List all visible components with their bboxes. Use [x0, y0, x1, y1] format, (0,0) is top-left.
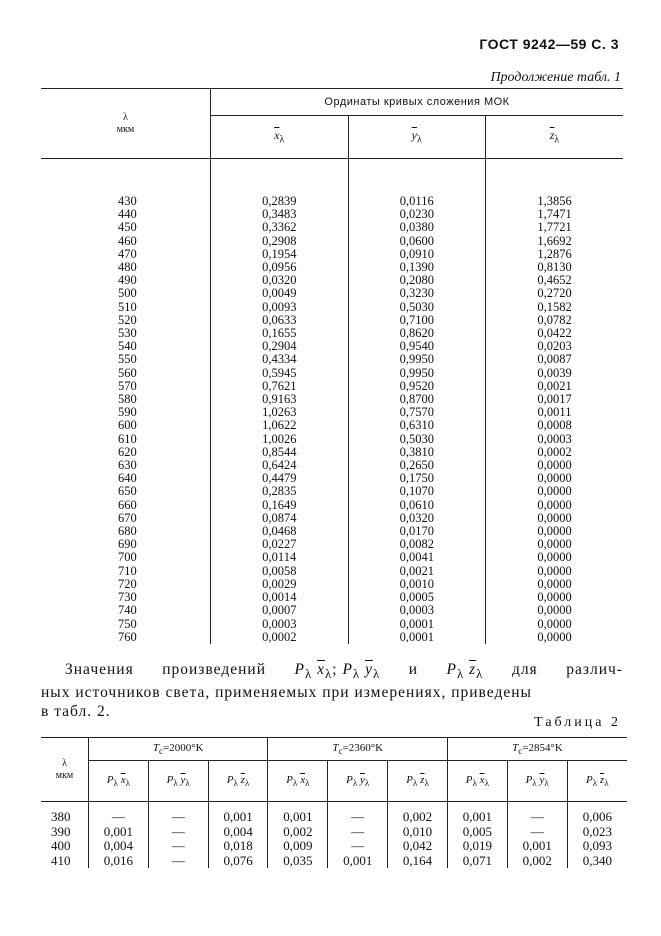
value-cell: 1,7721 [537, 220, 572, 235]
wavelength-cell: 470 [41, 248, 211, 261]
sub-header-p-lambda-z: $P_\lambda$ $\overline{z}_\lambda$ [208, 761, 268, 802]
wavelength-cell: 660 [41, 499, 211, 512]
value-cell: 0,3230 [348, 287, 486, 300]
value-cell: 0,9950 [348, 353, 486, 366]
table-row [41, 839, 627, 854]
value-cell: 0,0422 [537, 326, 572, 341]
value-cell: 0,4652 [537, 273, 572, 288]
cie-color-matching-table [41, 88, 623, 644]
value-cell: 0,0000 [537, 524, 572, 539]
value-cell: 0,001 [507, 839, 567, 854]
value-cell: 0,035 [268, 854, 328, 869]
value-cell: — [89, 802, 149, 825]
table-row [41, 221, 623, 234]
value-cell: 0,1954 [211, 248, 349, 261]
table-row [41, 485, 623, 498]
value-cell: — [328, 825, 388, 840]
value-cell: — [148, 825, 208, 840]
value-cell: 0,0002 [211, 631, 349, 644]
value-cell: 1,6692 [537, 233, 572, 248]
value-cell: 0,0000 [537, 629, 572, 644]
wavelength-cell: 750 [41, 618, 211, 631]
wavelength-cell: 570 [41, 380, 211, 393]
wavelength-cell: 630 [41, 459, 211, 472]
value-cell: 1,0263 [211, 406, 349, 419]
wavelength-cell: 710 [41, 565, 211, 578]
value-cell: 0,0039 [537, 365, 572, 380]
x-column-header: $\overline{x}_\lambda$ [211, 116, 349, 159]
sub-header-p-lambda-x: $P_\lambda$ $\overline{x}_\lambda$ [268, 761, 328, 802]
value-cell: 0,076 [208, 854, 268, 869]
value-cell: 1,7471 [537, 207, 572, 222]
value-cell: 0,0021 [537, 378, 572, 393]
wavelength-cell: 430 [41, 159, 211, 209]
value-cell: 0,009 [268, 839, 328, 854]
wavelength-cell: 510 [41, 301, 211, 314]
value-cell: 0,001 [328, 854, 388, 869]
value-cell: 0,0000 [537, 550, 572, 565]
value-cell: 0,1750 [348, 472, 486, 485]
table-row [41, 631, 623, 644]
value-cell: 0,0008 [537, 418, 572, 433]
value-cell: 0,0114 [211, 551, 349, 564]
value-cell: 0,340 [582, 852, 612, 868]
value-cell: 0,042 [388, 839, 448, 854]
value-cell: 0,002 [388, 802, 448, 825]
value-cell: 0,0956 [211, 261, 349, 274]
value-cell: 0,006 [582, 809, 612, 824]
wavelength-cell: 450 [41, 221, 211, 234]
value-cell: 0,0633 [211, 314, 349, 327]
table-row [41, 825, 627, 840]
value-cell: 0,0049 [211, 287, 349, 300]
value-cell: 0,0000 [537, 458, 572, 473]
value-cell: 0,3810 [348, 446, 486, 459]
value-cell: 0,0002 [537, 444, 572, 459]
value-cell: 0,0468 [211, 525, 349, 538]
value-cell: 0,019 [447, 839, 507, 854]
description-paragraph [41, 660, 623, 721]
value-cell: 0,0000 [537, 471, 572, 486]
value-cell: 0,0203 [537, 339, 572, 354]
value-cell: 0,0320 [348, 512, 486, 525]
value-cell: 0,0010 [348, 578, 486, 591]
table-row [41, 618, 623, 631]
value-cell: — [148, 802, 208, 825]
sub-header-p-lambda-y: $P_\lambda$ $\overline{y}_\lambda$ [507, 761, 567, 802]
value-cell: 0,0003 [348, 604, 486, 617]
value-cell: 0,0001 [348, 631, 486, 644]
value-cell: 0,0005 [348, 591, 486, 604]
wavelength-cell: 410 [41, 854, 89, 869]
value-cell: 0,8620 [348, 327, 486, 340]
value-cell: 0,6310 [348, 419, 486, 432]
wavelength-cell: 740 [41, 604, 211, 617]
value-cell: 0,0003 [211, 618, 349, 631]
table-continuation-label: Продолжение табл. 1 [490, 70, 621, 85]
value-cell: 0,071 [447, 854, 507, 869]
value-cell: 0,0011 [537, 405, 572, 420]
value-cell: 0,0014 [211, 591, 349, 604]
sub-header-p-lambda-z: $P_\lambda$ $\overline{z}_\lambda$ [388, 761, 448, 802]
paragraph-line-2: ных источников света, применяемых при измерениях, приведены [41, 684, 532, 702]
value-cell: 0,5030 [348, 301, 486, 314]
value-cell: 0,3362 [211, 221, 349, 234]
value-cell: 0,0017 [537, 392, 572, 407]
value-cell: 0,2835 [211, 485, 349, 498]
value-cell: 0,0082 [348, 538, 486, 551]
lambda-unit: мкм [116, 123, 135, 135]
value-cell: 0,0000 [537, 576, 572, 591]
value-cell: 0,0003 [537, 431, 572, 446]
value-cell: 0,0610 [348, 499, 486, 512]
group-header: Ординаты кривых сложения МОК [211, 89, 624, 116]
value-cell: 0,0000 [537, 563, 572, 578]
value-cell: 0,0021 [348, 565, 486, 578]
value-cell: 0,4334 [211, 353, 349, 366]
wavelength-cell: 610 [41, 433, 211, 446]
value-cell: 0,002 [268, 825, 328, 840]
wavelength-cell: 440 [41, 208, 211, 221]
table-row [41, 419, 623, 432]
wavelength-cell: 530 [41, 327, 211, 340]
wavelength-cell: 670 [41, 512, 211, 525]
group-header-2000k: $T_c=2000^\circ K$ [89, 738, 268, 761]
paragraph-line-3: в табл. 2. [41, 703, 111, 721]
value-cell: 0,2080 [348, 274, 486, 287]
value-cell: 0,5945 [211, 367, 349, 380]
value-cell: 0,0000 [537, 603, 572, 618]
value-cell: 0,0093 [211, 301, 349, 314]
value-cell: — [328, 839, 388, 854]
value-cell: — [148, 854, 208, 869]
value-cell: — [507, 802, 567, 825]
sub-header-p-lambda-y: $P_\lambda$ $\overline{y}_\lambda$ [328, 761, 388, 802]
value-cell: 1,0026 [211, 433, 349, 446]
wavelength-cell: 580 [41, 393, 211, 406]
value-cell: 0,002 [507, 854, 567, 869]
value-cell: 0,023 [582, 823, 612, 839]
value-cell: 0,9520 [348, 380, 486, 393]
value-cell: 0,2904 [211, 340, 349, 353]
wavelength-cell: 590 [41, 406, 211, 419]
table-row [41, 353, 623, 366]
value-cell: 0,001 [268, 802, 328, 825]
table-row [41, 604, 623, 617]
group-header-2854k: $T_c=2854^\circ K$ [447, 738, 627, 761]
value-cell: 0,0320 [211, 274, 349, 287]
wavelength-cell: 400 [41, 839, 89, 854]
value-cell: 0,0000 [537, 497, 572, 512]
wavelength-cell: 640 [41, 472, 211, 485]
value-cell: 0,1582 [537, 299, 572, 314]
page-title: ГОСТ 9242—59 С. 3 [479, 36, 619, 52]
value-cell: 0,0227 [211, 538, 349, 551]
value-cell: 0,0000 [537, 484, 572, 499]
table-row [41, 854, 627, 869]
value-cell: 0,004 [89, 839, 149, 854]
table-row [41, 802, 627, 825]
table-row [41, 301, 623, 314]
value-cell: 0,4479 [211, 472, 349, 485]
value-cell: 1,3856 [537, 194, 572, 208]
value-cell: 0,0000 [537, 616, 572, 631]
value-cell: 0,0116 [348, 159, 486, 209]
value-cell: 0,0007 [211, 604, 349, 617]
value-cell: 0,0230 [348, 208, 486, 221]
value-cell: 0,1655 [211, 327, 349, 340]
value-cell: — [328, 802, 388, 825]
value-cell: 0,004 [208, 825, 268, 840]
value-cell: 0,0910 [348, 248, 486, 261]
value-cell: 0,001 [89, 825, 149, 840]
group-header-2360k: $T_c=2360^\circ K$ [268, 738, 447, 761]
wavelength-cell: 460 [41, 235, 211, 248]
y-column-header: $\overline{y}_\lambda$ [348, 116, 486, 159]
wavelength-cell: 730 [41, 591, 211, 604]
value-cell: 0,001 [447, 802, 507, 825]
wavelength-cell: 380 [41, 802, 89, 825]
value-cell: 0,9540 [348, 340, 486, 353]
value-cell: 0,0001 [348, 618, 486, 631]
value-cell: 0,2650 [348, 459, 486, 472]
value-cell: 0,164 [388, 854, 448, 869]
wavelength-cell: 500 [41, 287, 211, 300]
sub-header-p-lambda-z: $P_\lambda$ $\overline{z}_\lambda$ [567, 761, 627, 802]
value-cell: 0,005 [447, 825, 507, 840]
value-cell: 0,7621 [211, 380, 349, 393]
wavelength-cell: 690 [41, 538, 211, 551]
sub-header-p-lambda-y: $P_\lambda$ $\overline{y}_\lambda$ [148, 761, 208, 802]
value-cell: — [507, 825, 567, 840]
table-row [41, 367, 623, 380]
wavelength-cell: 390 [41, 825, 89, 840]
value-cell: 0,0600 [348, 235, 486, 248]
wavelength-cell: 600 [41, 419, 211, 432]
value-cell: 0,0170 [348, 525, 486, 538]
paragraph-line-1: Значения произведений $P_\lambda$ $\overline{x}_\lambda$; $P_\lambda$ $\overline{y}_\lambda$ и $P_\lambda$ $\overline{z}_\lambda$ для различ- [65, 661, 623, 682]
lambda-column-header [41, 89, 211, 159]
value-cell: 0,9950 [348, 367, 486, 380]
source-products-table [41, 737, 627, 868]
wavelength-cell: 720 [41, 578, 211, 591]
lambda-column-header: λ мкм [41, 738, 89, 802]
wavelength-cell: 540 [41, 340, 211, 353]
table-row [41, 551, 623, 564]
value-cell: 0,0000 [537, 510, 572, 525]
wavelength-cell: 550 [41, 353, 211, 366]
value-cell: 0,6424 [211, 459, 349, 472]
value-cell: 0,0000 [537, 537, 572, 552]
wavelength-cell: 490 [41, 274, 211, 287]
value-cell: 0,2720 [537, 286, 572, 301]
value-cell: 1,0622 [211, 419, 349, 432]
value-cell: 0,0782 [537, 312, 572, 327]
value-cell: 0,8130 [537, 260, 572, 275]
value-cell: 0,5030 [348, 433, 486, 446]
value-cell: 0,3483 [211, 208, 349, 221]
value-cell: 0,1070 [348, 485, 486, 498]
value-cell: 0,001 [208, 802, 268, 825]
value-cell: 1,2876 [537, 246, 572, 261]
value-cell: 0,010 [388, 825, 448, 840]
z-column-header: $\overline{z}_\lambda$ [486, 116, 624, 159]
value-cell: 0,0029 [211, 578, 349, 591]
wavelength-cell: 520 [41, 314, 211, 327]
wavelength-cell: 680 [41, 525, 211, 538]
value-cell: 0,0087 [537, 352, 572, 367]
value-cell: 0,093 [582, 838, 612, 853]
table-row [41, 235, 623, 248]
value-cell: 0,7570 [348, 406, 486, 419]
value-cell: 0,0380 [348, 221, 486, 234]
value-cell: 0,0058 [211, 565, 349, 578]
value-cell: 0,2908 [211, 235, 349, 248]
table-row [41, 287, 623, 300]
lambda-symbol: λ [123, 111, 128, 123]
table-row [41, 499, 623, 512]
value-cell: 0,1649 [211, 499, 349, 512]
value-cell: 0,1390 [348, 261, 486, 274]
wavelength-cell: 760 [41, 631, 211, 644]
wavelength-cell: 700 [41, 551, 211, 564]
value-cell: 0,2839 [211, 159, 349, 209]
value-cell: 0,9163 [211, 393, 349, 406]
value-cell: 0,0000 [537, 590, 572, 605]
value-cell: 0,0874 [211, 512, 349, 525]
wavelength-cell: 480 [41, 261, 211, 274]
value-cell: 0,0041 [348, 551, 486, 564]
value-cell: — [148, 839, 208, 854]
value-cell: 0,018 [208, 839, 268, 854]
table-row [41, 433, 623, 446]
wavelength-cell: 620 [41, 446, 211, 459]
value-cell: 0,8544 [211, 446, 349, 459]
sub-header-p-lambda-x: $P_\lambda$ $\overline{x}_\lambda$ [447, 761, 507, 802]
value-cell: 0,8700 [348, 393, 486, 406]
value-cell: 0,7100 [348, 314, 486, 327]
table-row [41, 565, 623, 578]
value-cell: 0,016 [89, 854, 149, 869]
sub-header-p-lambda-x: $P_\lambda$ $\overline{x}_\lambda$ [89, 761, 149, 802]
table-row [41, 159, 623, 209]
table-2-title: Таблица 2 [534, 715, 621, 730]
wavelength-cell: 560 [41, 367, 211, 380]
wavelength-cell: 650 [41, 485, 211, 498]
